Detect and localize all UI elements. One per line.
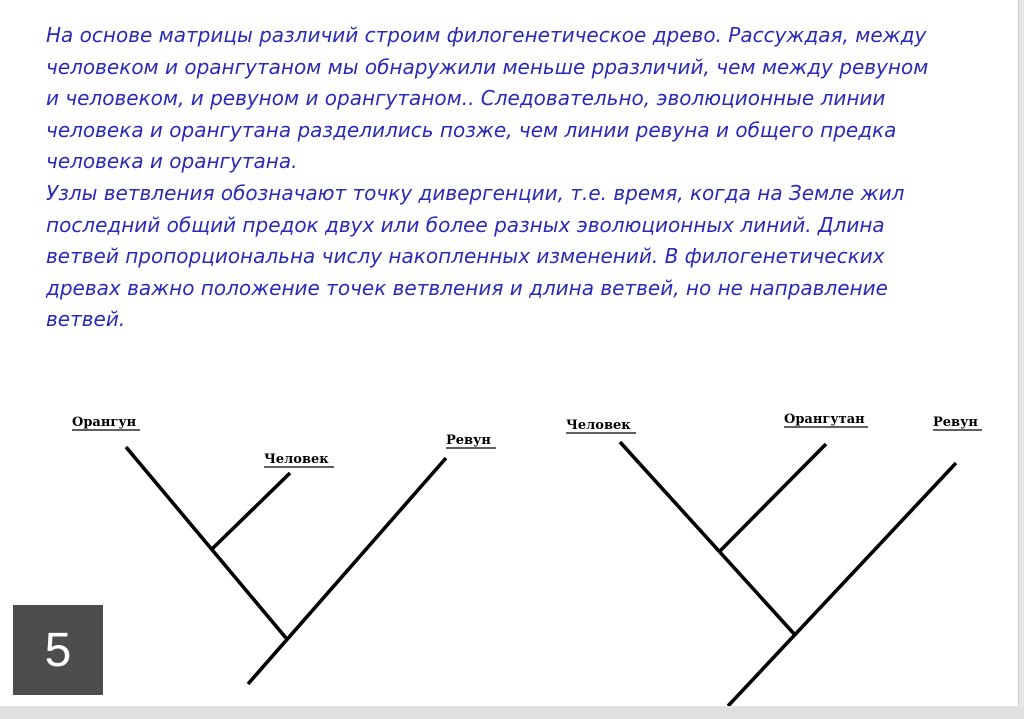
tree-right-label-c: Ревун bbox=[933, 415, 978, 430]
text-line: ветвей пропорциональна числу накопленных изменений. В филогенетических bbox=[46, 244, 885, 269]
slide-number-badge: 5 bbox=[13, 605, 103, 695]
tree-left-branch-orangun bbox=[126, 447, 286, 638]
tree-left-branch-chelovek bbox=[212, 473, 290, 549]
tree-right-label-b: Орангутан bbox=[784, 412, 865, 427]
tree-left-label-a: Орангун bbox=[72, 415, 137, 430]
text-line: последний общий предок двух или более разных эволюционных линий. Длина bbox=[46, 212, 885, 237]
tree-right-labels bbox=[566, 412, 978, 433]
tree-right-branch-revun bbox=[728, 463, 956, 706]
tree-right bbox=[620, 442, 956, 706]
tree-right-label-a: Человек bbox=[566, 418, 631, 433]
tree-right-branch-chelovek bbox=[620, 442, 796, 636]
tree-right-branch-orangutan bbox=[720, 444, 826, 551]
text-line: человека и орангутана. bbox=[46, 149, 298, 174]
tree-left-label-c: Ревун bbox=[446, 433, 491, 448]
text-line: древах важно положение точек ветвления и длина ветвей, но не направление bbox=[46, 275, 888, 300]
text-line: человека и орангутана разделились позже, чем линии ревуна и общего предка bbox=[46, 117, 897, 142]
text-line: человеком и орангутаном мы обнаружили меньше рразличий, чем между ревуном bbox=[46, 54, 929, 79]
tree-left-label-b: Человек bbox=[264, 452, 329, 467]
text-line: ветвей. bbox=[46, 307, 126, 332]
bottom-bar bbox=[0, 706, 1024, 719]
text-line: Узлы ветвления обозначают точку дивергенции, т.е. время, когда на Земле жил bbox=[46, 180, 905, 205]
tree-left-branch-revun bbox=[248, 458, 446, 684]
tree-left bbox=[126, 447, 446, 684]
text-line: и человеком, и ревуном и орангутаном.. Следовательно, эволюционные линии bbox=[46, 86, 886, 111]
text-line: На основе матрицы различий строим филогенетическое древо. Рассуждая, между bbox=[46, 23, 927, 47]
